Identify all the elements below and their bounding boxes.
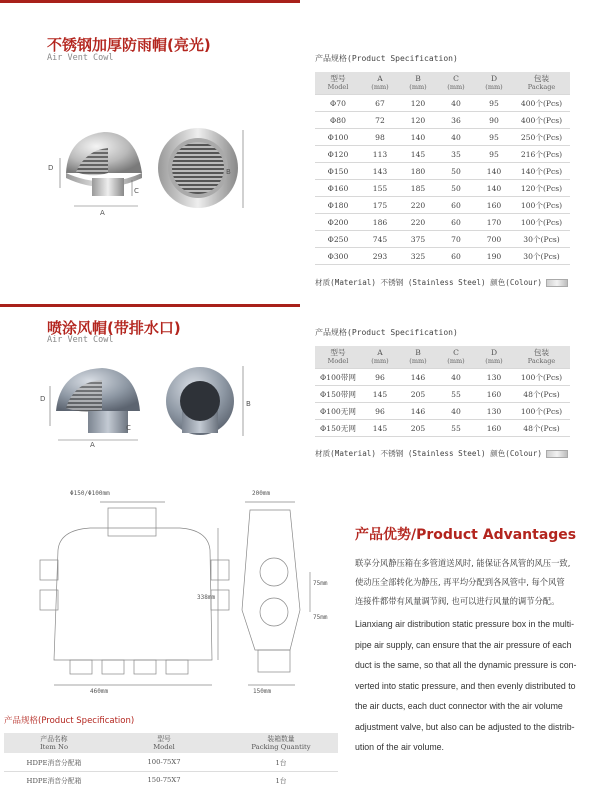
table-row: Φ150 143 180 50 140 140个(Pcs) bbox=[315, 163, 570, 180]
bottom-spec-title: 产品规格(Product Specification) bbox=[4, 716, 135, 726]
painted-cowl-front-view bbox=[166, 367, 234, 435]
dim-a-label-2: A bbox=[90, 441, 95, 449]
table-row: Φ150带网 145 205 55 160 48个(Pcs) bbox=[315, 386, 570, 403]
advantages-title: 产品优势/Product Advantages bbox=[355, 527, 577, 543]
dim-a-label: A bbox=[100, 209, 105, 217]
col-package: 包装 Package bbox=[513, 72, 570, 95]
top-accent-bar bbox=[0, 0, 300, 3]
advantages-cn-text: 联享分风静压箱在多管道送风时, 能保证各风管的风压一致, 使动压全部转化为静压, 再平均分配到各风管中, 每个风管 连接件都带有风量调节阀, 也可以进行风量的调节分配。 bbox=[355, 558, 571, 606]
distribution-box-drawing bbox=[30, 490, 340, 700]
col-model: 型号 Model bbox=[315, 72, 361, 95]
table-row: Φ120 113 145 35 95 216个(Pcs) bbox=[315, 146, 570, 163]
dim-b-label: B bbox=[226, 168, 231, 176]
section2-accent-bar bbox=[0, 304, 300, 307]
table-row: Φ250 745 375 70 700 30个(Pcs) bbox=[315, 231, 570, 248]
dim-top-left: Φ150/Φ100mm bbox=[70, 490, 110, 497]
table-row: Φ70 67 120 40 95 400个(Pcs) bbox=[315, 95, 570, 112]
table-row: Φ100 98 140 40 95 250个(Pcs) bbox=[315, 129, 570, 146]
cowl-painted-illustration bbox=[38, 356, 248, 456]
section1-material: 材质(Material) 不锈钢 (Stainless Steel) 颜色(Colour) bbox=[315, 277, 568, 288]
dim-d-label: D bbox=[48, 164, 54, 172]
dim-top-right: 200mm bbox=[252, 490, 271, 497]
section2-title: 喷涂风帽(带排水口) bbox=[47, 319, 181, 337]
table-row: Φ80 72 120 36 90 400个(Pcs) bbox=[315, 112, 570, 129]
section1-spec-title: 产品规格(Product Specification) bbox=[315, 54, 458, 63]
table-row: HDPE消音分配箱 100-75X7 1台 bbox=[4, 753, 338, 771]
dim-c-label-2: C bbox=[126, 424, 131, 432]
col-b: B (mm) bbox=[399, 72, 437, 95]
section2-spec-table bbox=[315, 346, 570, 437]
col-d: D (mm) bbox=[475, 72, 513, 95]
section1-title: 不锈钢加厚防雨帽(亮光) bbox=[47, 36, 211, 54]
dim-side-lower: 75mm bbox=[313, 614, 328, 621]
dim-b-label-2: B bbox=[246, 400, 251, 408]
cowl-steel-illustration bbox=[38, 118, 248, 228]
table-row: Φ300 293 325 60 190 30个(Pcs) bbox=[315, 248, 570, 265]
section1-spec-table bbox=[315, 72, 570, 265]
dim-height: 338mm bbox=[197, 594, 216, 601]
section2-spec-title: 产品规格(Product Specification) bbox=[315, 328, 458, 337]
colour-swatch bbox=[546, 279, 568, 287]
dim-side-upper: 75mm bbox=[313, 580, 328, 587]
section2-material: 材质(Material) 不锈钢 (Stainless Steel) 颜色(Colour) bbox=[315, 448, 568, 459]
cowl-side-view bbox=[66, 132, 142, 196]
table-row: Φ150无网 145 205 55 160 48个(Pcs) bbox=[315, 420, 570, 437]
dim-bottom-right: 150mm bbox=[253, 688, 272, 695]
table-row: Φ160 155 185 50 140 120个(Pcs) bbox=[315, 180, 570, 197]
bottom-spec-table bbox=[4, 733, 338, 788]
table-row: Φ100无网 96 146 40 130 100个(Pcs) bbox=[315, 403, 570, 420]
table-row: Φ100带网 96 146 40 130 100个(Pcs) bbox=[315, 369, 570, 386]
dim-c-label: C bbox=[134, 187, 139, 195]
table-header-row: 型号 Model A (mm) B (mm) C (mm) D (mm) 包装 Package bbox=[315, 346, 570, 369]
table-row: Φ180 175 220 60 160 100个(Pcs) bbox=[315, 197, 570, 214]
col-a: A (mm) bbox=[361, 72, 399, 95]
advantages-en-text: Lianxiang air distribution static pressure box in the multi- pipe air supply, can ensure that the air pressure of each duct is the same, so that all the dynamic pressure is con- verted into static pressure, and then evenly distributed to the air ducts, each duct connector with the air volume adjustment valve, but also can be adjusted to the distrib- ution of the air volume. bbox=[355, 619, 577, 752]
section2-subtitle: Air Vent Cowl bbox=[47, 335, 114, 345]
colour-swatch bbox=[546, 450, 568, 458]
col-c: C (mm) bbox=[437, 72, 475, 95]
table-row: Φ200 186 220 60 170 100个(Pcs) bbox=[315, 214, 570, 231]
dim-d-label-2: D bbox=[40, 395, 46, 403]
section1-subtitle: Air Vent Cowl bbox=[47, 53, 114, 63]
dim-bottom-left: 460mm bbox=[90, 688, 109, 695]
table-row: HDPE消音分配箱 150-75X7 1台 bbox=[4, 771, 338, 788]
table-header-row bbox=[315, 72, 570, 95]
table-header-row: 产品名称 Item No 型号 Model 装箱数量 Packing Quantity bbox=[4, 733, 338, 753]
